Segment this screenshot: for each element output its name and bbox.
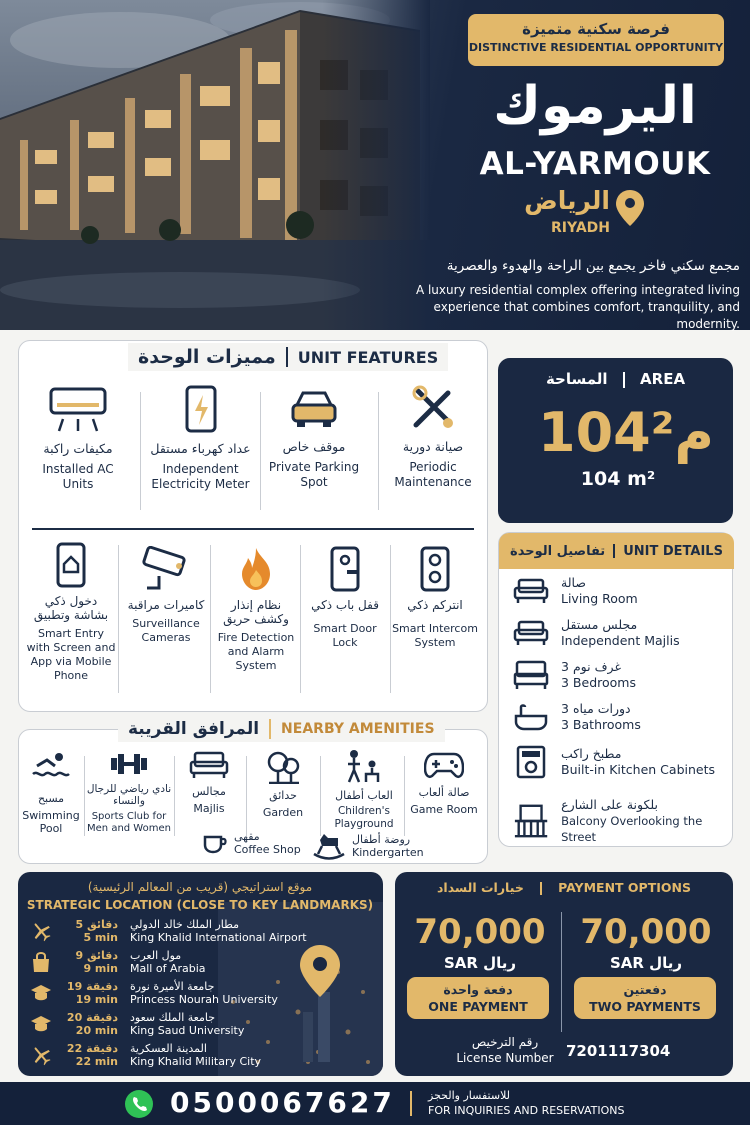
payment-title-en: PAYMENT OPTIONS: [558, 880, 691, 895]
unit-details-title-ar: تفاصيل الوحدة: [510, 543, 606, 559]
area-value-arabic: 104م²: [538, 401, 714, 464]
location-pin-icon: [300, 945, 340, 997]
area-card: [498, 358, 733, 523]
detail-label-en: Balcony Overlooking the Street: [561, 814, 703, 844]
license-label: [440, 1034, 570, 1066]
amenity-majlis: [178, 750, 240, 815]
amenity-label-en: Coffee Shop: [234, 843, 301, 856]
time-ar: 9 دقائق: [75, 949, 118, 962]
bed-icon: [513, 660, 549, 690]
ac-unit-icon: [49, 385, 107, 435]
kitchen-icon: [513, 745, 549, 779]
detail-label-en: Living Room: [561, 591, 638, 606]
unit-details-card: [498, 532, 733, 847]
amenity-sports-club: [86, 750, 172, 835]
place-ar: مول العرب: [130, 949, 182, 962]
place-en: Mall of Arabia: [130, 962, 206, 975]
tools-icon: [410, 385, 456, 431]
feature-electricity: [148, 385, 253, 492]
detail-balcony: [513, 797, 732, 845]
opportunity-badge: [468, 14, 724, 66]
feature-label-ar: دخول ذكي بشاشة وتطبيق: [33, 594, 109, 622]
license-label-en: License Number: [456, 1051, 554, 1065]
price-amount: 70,000: [414, 912, 546, 952]
price-one-payment: [406, 912, 554, 972]
area-value-english: 104 m²: [580, 468, 656, 490]
amenity-label-ar: روضة أطفال: [352, 833, 411, 846]
phone-number[interactable]: 0500067627: [170, 1086, 395, 1119]
feature-fire: [212, 546, 300, 673]
payment-option-ar: دفعتين: [623, 982, 667, 997]
gamepad-icon: [424, 750, 464, 780]
detail-label-ar: صالة: [561, 575, 586, 590]
feature-label-ar: مكيفات راكبة: [43, 441, 113, 456]
graduation-cap-icon: [30, 982, 52, 1004]
swimming-icon: [31, 750, 71, 782]
place-en: King Saud University: [130, 1024, 245, 1037]
price-amount: 70,000: [580, 912, 712, 952]
feature-label-en: Independent Electricity Meter: [151, 462, 250, 491]
door-lock-icon: [329, 546, 361, 592]
amenity-label-ar: مقهى: [234, 830, 260, 843]
detail-majlis: [513, 617, 680, 649]
payment-option-ar: دفعة واحدة: [443, 982, 513, 997]
amenity-label-ar: مسبح: [37, 792, 65, 805]
cctv-camera-icon: [139, 546, 193, 592]
divider: [613, 544, 615, 558]
unit-features-title-en: UNIT FEATURES: [297, 347, 439, 367]
intercom-icon: [419, 546, 451, 592]
feature-ac: [28, 385, 128, 492]
two-payments-button[interactable]: [574, 977, 716, 1019]
divider: [118, 545, 119, 693]
amenities-title-ar: المرافق القريبة: [128, 719, 260, 739]
amenity-label-ar: حدائق: [269, 789, 297, 802]
balcony-icon: [513, 803, 549, 839]
amenity-garden: [250, 750, 316, 819]
payment-title-ar: خيارات السداد: [437, 880, 524, 895]
time-en: 5 min: [83, 931, 118, 944]
feature-label-ar: كاميرات مراقبة: [127, 598, 205, 612]
couch-icon: [513, 618, 549, 648]
amenity-label-ar: نادي رياضي للرجال والنساء: [86, 783, 172, 807]
detail-bedrooms: [513, 659, 636, 691]
shopping-bag-icon: [30, 951, 52, 973]
airplane-icon: [30, 920, 52, 942]
detail-label-ar: مطبخ راكب: [561, 746, 622, 761]
divider: [286, 347, 288, 367]
amenity-label-en: Garden: [262, 806, 304, 819]
project-title-english: AL-YARMOUK: [479, 146, 711, 182]
divider: [404, 756, 405, 836]
majlis-icon: [189, 750, 229, 780]
time-ar: 22 دقيقة: [66, 1042, 118, 1055]
inquiries-label-en: FOR INQUIRIES AND RESERVATIONS: [428, 1104, 625, 1117]
payment-heading: [395, 880, 733, 895]
divider: [378, 392, 379, 510]
rocking-horse-icon: [312, 832, 346, 860]
feature-label-ar: نظام إنذار وكشف حريق: [223, 598, 289, 626]
amenity-label-en: Majlis: [193, 802, 225, 815]
detail-bathrooms: [513, 701, 641, 733]
landmark-row: [30, 980, 278, 1006]
detail-label-ar: بلكونة على الشارع: [561, 797, 658, 812]
amenity-label-en: Game Room: [410, 803, 478, 816]
airplane-icon: [30, 1044, 52, 1066]
divider: [320, 756, 321, 836]
detail-label-ar: 3 غرف نوم: [561, 659, 621, 674]
divider: [84, 756, 85, 836]
playground-icon: [344, 748, 384, 784]
detail-kitchen: [513, 745, 715, 779]
area-label-en: AREA: [640, 370, 686, 388]
feature-label-ar: عداد كهرباء مستقل: [150, 441, 251, 456]
building-photo: [0, 0, 430, 330]
feature-cameras: [122, 546, 210, 645]
location-pin-icon: [616, 190, 644, 226]
area-heading: [498, 370, 733, 388]
amenities-title-en: NEARBY AMENITIES: [281, 721, 435, 737]
amenity-playground: [326, 748, 402, 831]
feature-label-en: Surveillance Cameras: [132, 617, 200, 644]
amenity-label-en: Swimming Pool: [22, 809, 80, 835]
detail-label-ar: 3 دورات مياه: [561, 701, 631, 716]
price-two-payments: [572, 912, 720, 972]
amenity-label-ar: مجالس: [192, 785, 226, 798]
amenity-label-en: Kindergarten: [352, 846, 424, 859]
amenity-label-en: Children's Playground: [334, 805, 394, 830]
detail-label-en: 3 Bedrooms: [561, 675, 636, 690]
place-ar: مطار الملك خالد الدولي: [130, 918, 240, 931]
fire-icon: [237, 546, 275, 592]
feature-label-en: Periodic Maintenance: [394, 460, 472, 489]
place-ar: جامعة الأميرة نورة: [130, 980, 215, 993]
license-label-ar: رقم الترخيص: [471, 1035, 539, 1049]
amenity-kindergarten: [312, 832, 432, 860]
divider: [269, 719, 271, 739]
unit-details-title-en: UNIT DETAILS: [623, 543, 723, 559]
detail-label-en: 3 Bathrooms: [561, 717, 641, 732]
feature-label-en: Smart Intercom System: [392, 622, 478, 649]
amenity-coffee-shop: [202, 830, 302, 856]
divider: [561, 912, 562, 1032]
unit-features-heading: [128, 343, 448, 371]
time-en: 9 min: [83, 962, 118, 975]
feature-maintenance: [383, 385, 483, 490]
feature-smart-entry: [26, 542, 116, 683]
city-english: RIYADH: [551, 220, 610, 236]
license-number: 7201117304: [566, 1042, 671, 1060]
feature-label-en: Smart Door Lock: [313, 622, 377, 649]
dumbbell-icon: [109, 750, 149, 778]
whatsapp-icon: [124, 1089, 154, 1119]
tree-icon: [265, 750, 301, 784]
smartphone-home-icon: [55, 542, 87, 588]
detail-label-en: Built-in Kitchen Cabinets: [561, 762, 715, 777]
time-ar: 5 دقائق: [75, 918, 118, 931]
car-icon: [289, 385, 339, 431]
location-title-ar: موقع استراتيجي (قريب من المعالم الرئيسية): [87, 880, 313, 894]
unit-details-heading: [499, 533, 734, 569]
time-ar: 20 دقيقة: [66, 1011, 118, 1024]
sofa-icon: [513, 576, 549, 606]
place-en: King Khalid International Airport: [130, 931, 307, 944]
price-currency: SAR ريال: [443, 954, 517, 972]
city-arabic: الرياض: [524, 186, 610, 215]
place-ar: جامعة الملك سعود: [130, 1011, 216, 1024]
feature-label-en: Private Parking Spot: [268, 460, 360, 489]
divider: [390, 545, 391, 693]
time-en: 22 min: [75, 1055, 118, 1068]
divider: [300, 545, 301, 693]
project-title-arabic: اليرموك: [493, 76, 697, 136]
feature-label-ar: قفل باب ذكي: [311, 598, 379, 612]
graduation-cap-icon: [30, 1013, 52, 1035]
feature-label-ar: صيانة دورية: [402, 439, 464, 454]
time-ar: 19 دقيقة: [66, 980, 118, 993]
place-en: Princess Nourah University: [130, 993, 278, 1006]
landmark-row: [30, 918, 307, 944]
inquiries-label-ar: للاستفسار والحجز: [428, 1089, 510, 1102]
divider: [540, 882, 542, 895]
amenity-label-en: Sports Club for Men and Women: [87, 811, 171, 834]
feature-door-lock: [302, 546, 388, 650]
coffee-cup-icon: [202, 831, 228, 855]
divider: [210, 545, 211, 693]
tag-arabic: فرصة سكنية متميزة: [522, 20, 670, 38]
payment-option-en: TWO PAYMENTS: [589, 999, 701, 1014]
unit-features-title-ar: مميزات الوحدة: [138, 346, 276, 368]
payment-option-en: ONE PAYMENT: [428, 999, 528, 1014]
feature-intercom: [390, 546, 480, 650]
description-english: A luxury residential complex offering integrated living experience that combines comfort, tranquility, and modernity.: [415, 283, 740, 331]
divider: [623, 372, 625, 388]
tag-english: DISTINCTIVE RESIDENTIAL OPPORTUNITY: [468, 41, 724, 54]
landmark-row: [30, 1011, 244, 1037]
divider: [246, 756, 247, 836]
footer-bar: [0, 1082, 750, 1125]
amenities-heading: [118, 716, 445, 742]
amenity-game-room: [408, 750, 480, 816]
divider: [410, 1091, 412, 1116]
inquiries-label: [428, 1088, 624, 1118]
electricity-meter-icon: [181, 385, 221, 435]
place-ar: المدينة العسكرية: [130, 1042, 207, 1055]
detail-living-room: [513, 575, 638, 607]
feature-label-en: Installed AC Units: [42, 462, 114, 491]
detail-label-en: Independent Majlis: [561, 633, 680, 648]
price-currency: SAR ريال: [609, 954, 683, 972]
feature-label-ar: موقف خاص: [282, 439, 346, 454]
feature-label-en: Fire Detection and Alarm System: [217, 631, 295, 672]
place-en: King Khalid Military City: [130, 1055, 262, 1068]
bathtub-icon: [513, 702, 549, 732]
landmark-row: [30, 1042, 261, 1068]
landmark-row: [30, 949, 206, 975]
amenity-swimming: [20, 750, 82, 835]
time-en: 20 min: [75, 1024, 118, 1037]
feature-parking: [264, 385, 364, 490]
area-label-ar: المساحة: [545, 370, 608, 388]
location-title-en: STRATEGIC LOCATION (CLOSE TO KEY LANDMARKS): [26, 898, 374, 912]
description-arabic: مجمع سكني فاخر يجمع بين الراحة والهدوء والعصرية: [446, 258, 740, 274]
divider: [140, 392, 141, 510]
feature-label-ar: انتركم ذكي: [407, 598, 463, 612]
amenity-label-ar: صالة ألعاب: [418, 786, 470, 799]
detail-label-ar: مجلس مستقل: [561, 617, 638, 632]
feature-label-en: Smart Entry with Screen and App via Mobile Phone: [26, 627, 116, 682]
time-en: 19 min: [75, 993, 118, 1006]
divider: [32, 528, 474, 530]
amenity-label-ar: العاب أطفال: [335, 789, 393, 802]
one-payment-button[interactable]: [407, 977, 549, 1019]
divider: [260, 392, 261, 510]
divider: [174, 756, 175, 836]
